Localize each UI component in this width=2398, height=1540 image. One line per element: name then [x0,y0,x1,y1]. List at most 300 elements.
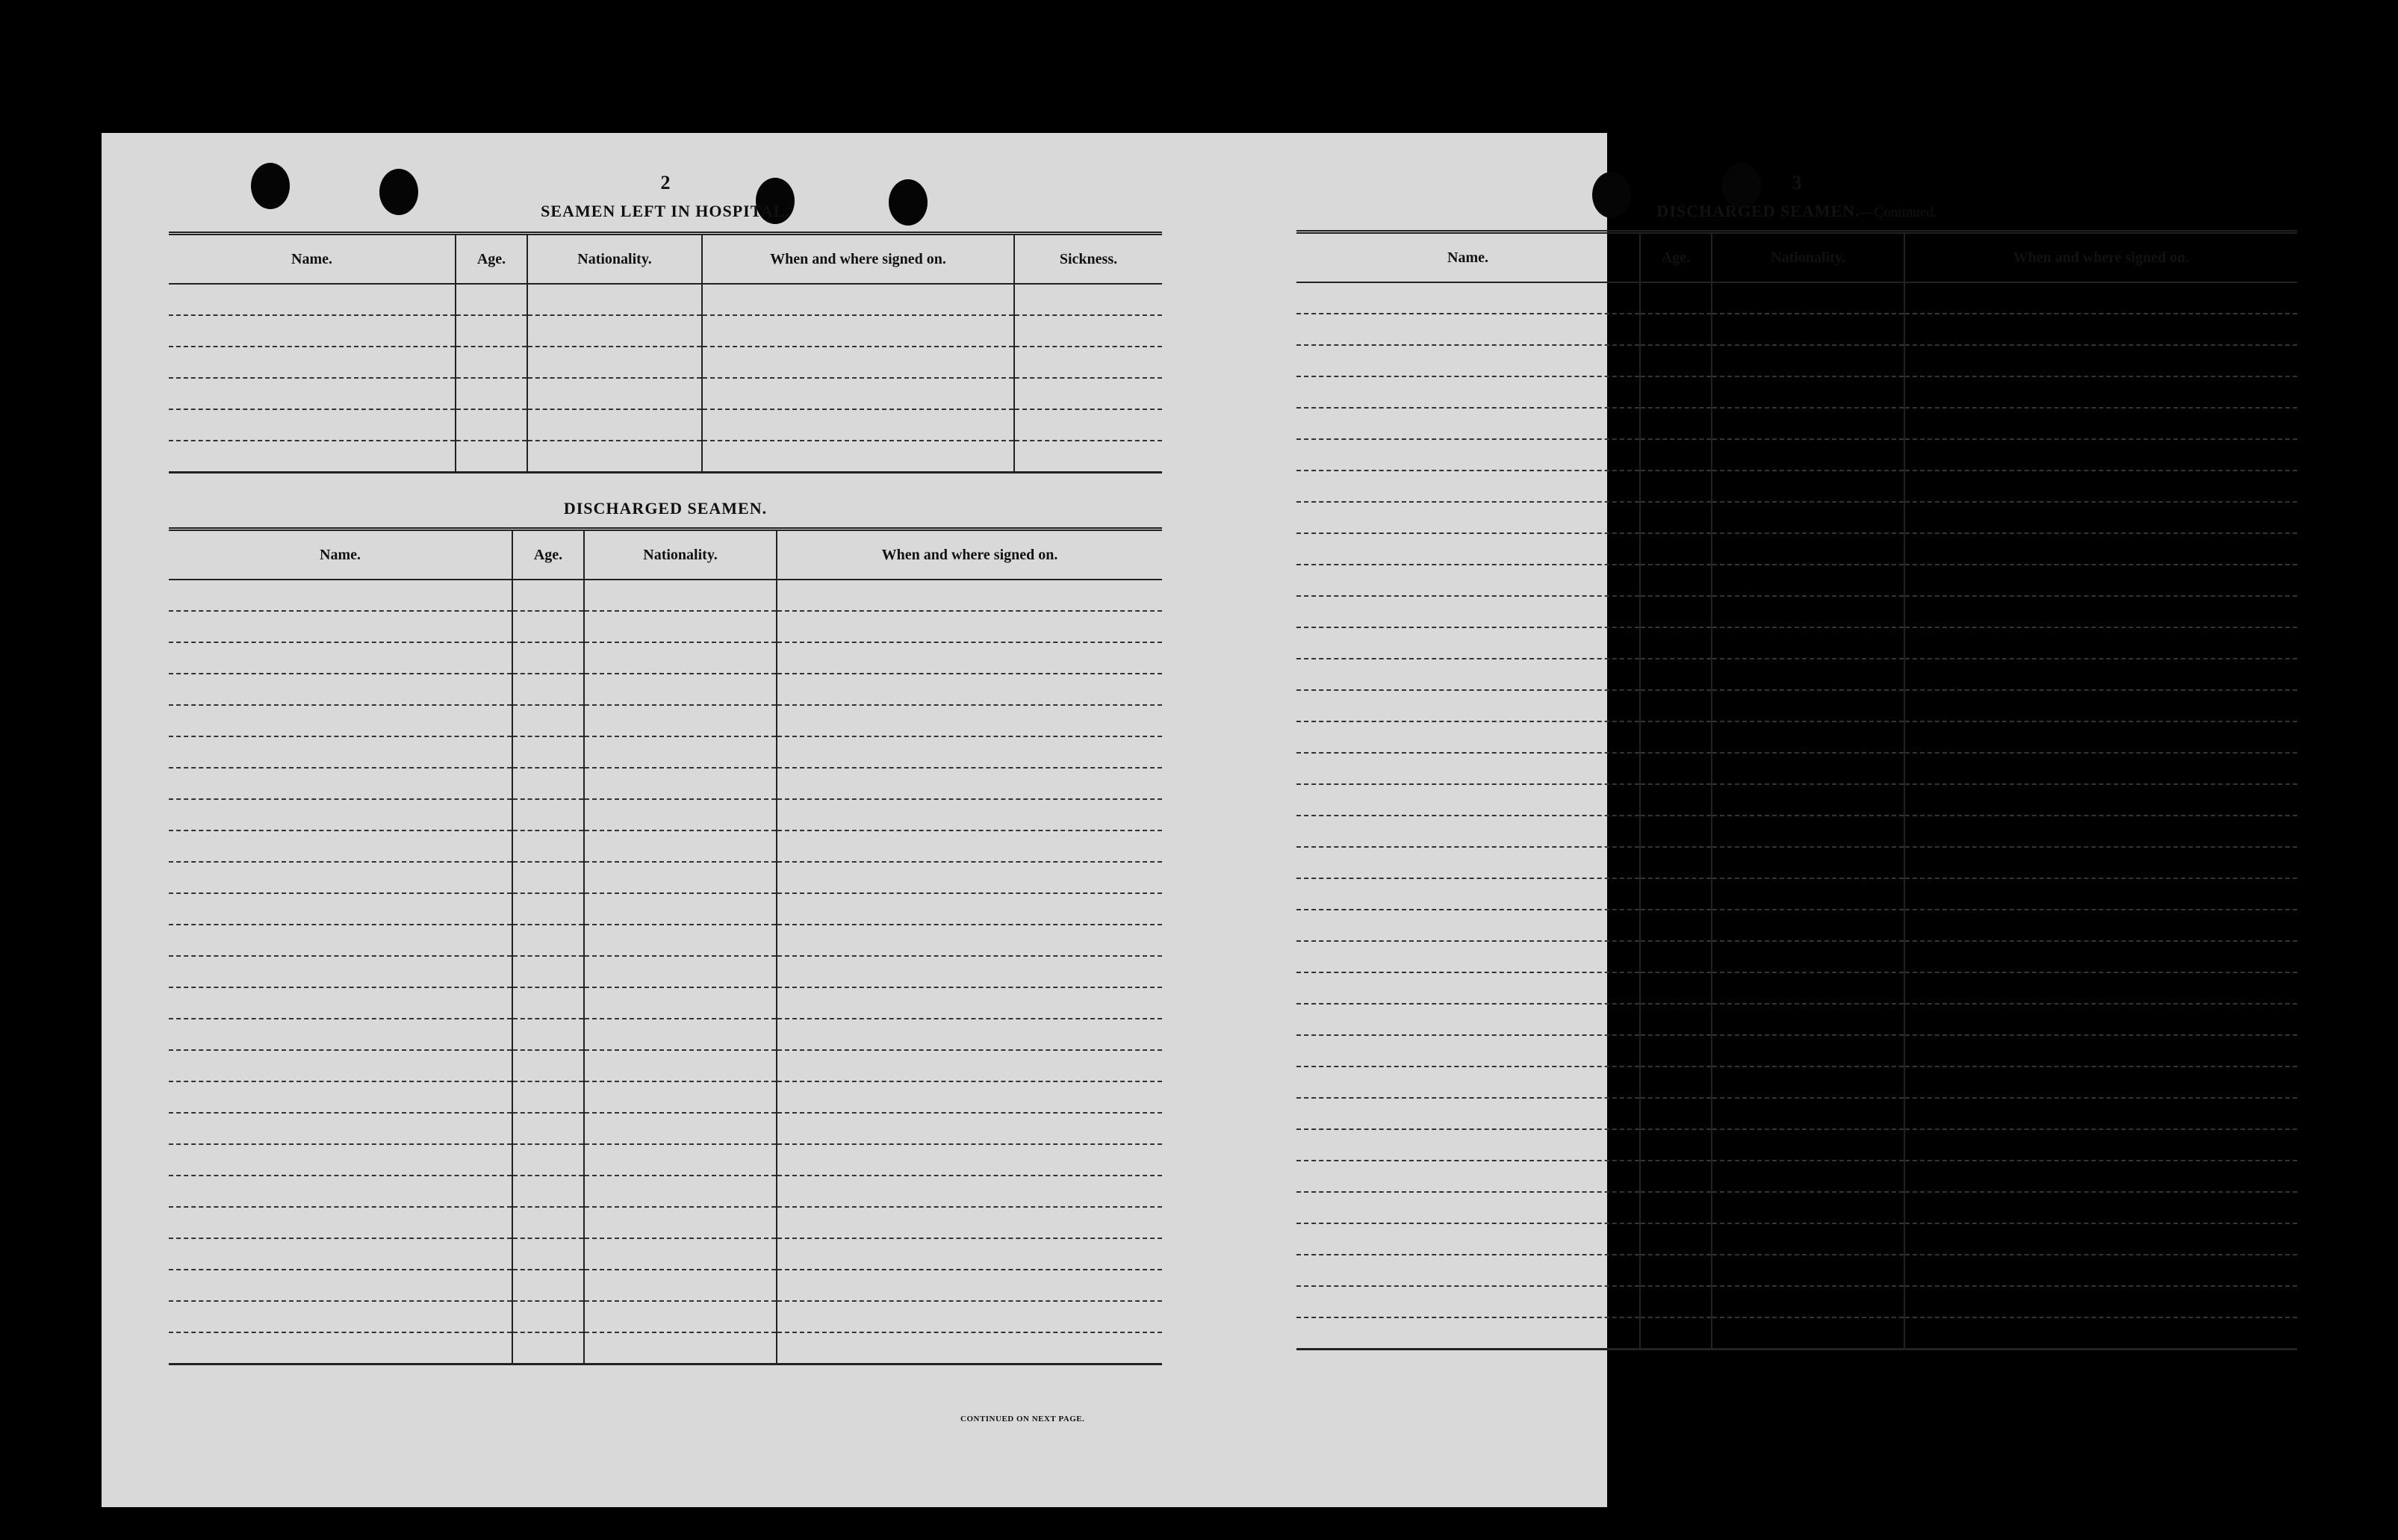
blank-entry-cell[interactable] [777,987,1162,1019]
blank-entry-cell[interactable] [584,674,777,705]
column-header: Name. [169,530,512,580]
blank-entry-cell[interactable] [777,580,1162,611]
blank-entry-cell[interactable] [1904,533,2297,565]
blank-entry-cell[interactable] [1712,721,1904,753]
blank-entry-cell[interactable] [1712,784,1904,816]
blank-entry-cell[interactable] [527,347,702,378]
blank-entry-cell[interactable] [1640,941,1712,972]
blank-entry-cell[interactable] [1296,972,1640,1004]
table-row [169,642,1162,674]
blank-entry-cell[interactable] [456,347,527,378]
table-row [169,1238,1162,1270]
blank-entry-cell[interactable] [1904,1066,2297,1098]
blank-entry-cell[interactable] [1904,1255,2297,1286]
blank-entry-cell[interactable] [512,830,584,862]
blank-entry-cell[interactable] [1640,627,1712,659]
blank-entry-cell[interactable] [1904,1192,2297,1223]
blank-entry-cell[interactable] [1296,1035,1640,1066]
blank-entry-cell[interactable] [702,441,1014,473]
blank-entry-cell[interactable] [1712,1066,1904,1098]
blank-entry-cell[interactable] [512,1332,584,1364]
blank-entry-cell[interactable] [1296,627,1640,659]
blank-entry-cell[interactable] [1296,502,1640,533]
blank-entry-cell[interactable] [1640,1129,1712,1161]
blank-entry-cell[interactable] [169,347,456,378]
blank-entry-cell[interactable] [1640,659,1712,690]
blank-entry-cell[interactable] [584,1144,777,1176]
blank-entry-cell[interactable] [1296,941,1640,972]
blank-entry-cell[interactable] [1640,847,1712,878]
blank-entry-cell[interactable] [1014,378,1162,409]
blank-entry-cell[interactable] [1640,1192,1712,1223]
blank-entry-cell[interactable] [1712,1317,1904,1350]
blank-entry-cell[interactable] [777,1050,1162,1081]
blank-entry-cell[interactable] [1712,972,1904,1004]
blank-entry-cell[interactable] [1640,565,1712,596]
blank-entry-cell[interactable] [1296,439,1640,471]
blank-entry-cell[interactable] [777,830,1162,862]
blank-entry-cell[interactable] [702,315,1014,347]
table-row [169,768,1162,799]
blank-entry-cell[interactable] [777,736,1162,768]
blank-entry-cell[interactable] [169,378,456,409]
blank-entry-cell[interactable] [777,1207,1162,1238]
blank-entry-cell[interactable] [1640,439,1712,471]
blank-entry-cell[interactable] [777,893,1162,925]
blank-entry-cell[interactable] [1640,314,1712,345]
blank-entry-cell[interactable] [1904,659,2297,690]
blank-entry-cell[interactable] [1014,409,1162,441]
blank-entry-cell[interactable] [169,284,456,315]
blank-entry-cell[interactable] [1712,1098,1904,1129]
blank-entry-cell[interactable] [584,1238,777,1270]
blank-entry-cell[interactable] [777,1176,1162,1207]
blank-entry-cell[interactable] [169,1301,512,1332]
blank-entry-cell[interactable] [512,925,584,956]
blank-entry-cell[interactable] [1296,816,1640,847]
table-row [1296,627,2297,659]
blank-entry-cell[interactable] [1640,1223,1712,1255]
blank-entry-cell[interactable] [1904,1098,2297,1129]
blank-entry-cell[interactable] [1296,1129,1640,1161]
blank-entry-cell[interactable] [1640,690,1712,721]
blank-entry-cell[interactable] [584,1050,777,1081]
blank-entry-cell[interactable] [1640,784,1712,816]
blank-entry-cell[interactable] [456,378,527,409]
blank-entry-cell[interactable] [1640,533,1712,565]
blank-entry-cell[interactable] [1296,596,1640,627]
blank-entry-cell[interactable] [1296,1223,1640,1255]
blank-entry-cell[interactable] [584,862,777,893]
blank-entry-cell[interactable] [169,1144,512,1176]
blank-entry-cell[interactable] [512,799,584,830]
blank-entry-cell[interactable] [584,736,777,768]
column-header: Age. [512,530,584,580]
blank-entry-cell[interactable] [169,925,512,956]
blank-entry-cell[interactable] [512,1270,584,1301]
blank-entry-cell[interactable] [169,1113,512,1144]
blank-entry-cell[interactable] [169,611,512,642]
blank-entry-cell[interactable] [1640,910,1712,941]
table-row [169,956,1162,987]
table-row [169,705,1162,736]
blank-entry-cell[interactable] [1904,972,2297,1004]
blank-entry-cell[interactable] [512,987,584,1019]
blank-entry-cell[interactable] [1640,1255,1712,1286]
table-row [1296,1161,2297,1192]
blank-entry-cell[interactable] [169,1081,512,1113]
blank-entry-cell[interactable] [1296,1192,1640,1223]
blank-entry-cell[interactable] [169,830,512,862]
blank-entry-cell[interactable] [1296,1317,1640,1350]
blank-entry-cell[interactable] [512,1113,584,1144]
blank-entry-cell[interactable] [512,1176,584,1207]
blank-entry-cell[interactable] [1712,408,1904,439]
blank-entry-cell[interactable] [169,315,456,347]
blank-entry-cell[interactable] [777,925,1162,956]
table-row [169,1019,1162,1050]
blank-entry-cell[interactable] [1904,847,2297,878]
blank-entry-cell[interactable] [584,1301,777,1332]
blank-entry-cell[interactable] [1904,784,2297,816]
blank-entry-cell[interactable] [1904,345,2297,376]
blank-entry-cell[interactable] [169,893,512,925]
blank-entry-cell[interactable] [777,674,1162,705]
blank-entry-cell[interactable] [456,315,527,347]
blank-entry-cell[interactable] [1904,565,2297,596]
blank-entry-cell[interactable] [1296,1066,1640,1098]
table-row [169,611,1162,642]
blank-entry-cell[interactable] [777,1270,1162,1301]
table-row [1296,314,2297,345]
blank-entry-cell[interactable] [169,580,512,611]
blank-entry-cell[interactable] [777,1301,1162,1332]
blank-entry-cell[interactable] [1296,345,1640,376]
blank-entry-cell[interactable] [1640,1066,1712,1098]
blank-entry-cell[interactable] [527,441,702,473]
blank-entry-cell[interactable] [777,1144,1162,1176]
table-row [169,799,1162,830]
blank-entry-cell[interactable] [1640,471,1712,502]
blank-entry-cell[interactable] [1712,502,1904,533]
blank-entry-cell[interactable] [1014,347,1162,378]
blank-entry-cell[interactable] [1712,471,1904,502]
column-header: Nationality. [527,234,702,285]
blank-entry-cell[interactable] [1712,345,1904,376]
blank-entry-cell[interactable] [1296,659,1640,690]
blank-entry-cell[interactable] [1712,1161,1904,1192]
blank-entry-cell[interactable] [1640,972,1712,1004]
blank-entry-cell[interactable] [1712,1286,1904,1317]
blank-entry-cell[interactable] [1712,941,1904,972]
right-page [1296,133,2297,1507]
blank-entry-cell[interactable] [1904,816,2297,847]
blank-entry-cell[interactable] [584,611,777,642]
blank-entry-cell[interactable] [169,1238,512,1270]
blank-entry-cell[interactable] [169,674,512,705]
blank-entry-cell[interactable] [1640,345,1712,376]
table-row [169,987,1162,1019]
discharged-table [169,527,1162,1365]
blank-entry-cell[interactable] [584,705,777,736]
blank-entry-cell[interactable] [1904,471,2297,502]
blank-entry-cell[interactable] [702,378,1014,409]
blank-entry-cell[interactable] [1712,910,1904,941]
blank-entry-cell[interactable] [1640,1004,1712,1035]
blank-entry-cell[interactable] [584,893,777,925]
blank-entry-cell[interactable] [584,830,777,862]
blank-entry-cell[interactable] [1640,596,1712,627]
blank-entry-cell[interactable] [512,736,584,768]
blank-entry-cell[interactable] [512,956,584,987]
blank-entry-cell[interactable] [1904,282,2297,314]
blank-entry-cell[interactable] [584,956,777,987]
blank-entry-cell[interactable] [169,409,456,441]
blank-entry-cell[interactable] [169,1050,512,1081]
blank-entry-cell[interactable] [584,580,777,611]
blank-entry-cell[interactable] [1712,376,1904,408]
blank-entry-cell[interactable] [512,1144,584,1176]
blank-entry-cell[interactable] [1296,1098,1640,1129]
blank-entry-cell[interactable] [169,768,512,799]
blank-entry-cell[interactable] [169,987,512,1019]
table-row [169,1081,1162,1113]
blank-entry-cell[interactable] [1640,753,1712,784]
blank-entry-cell[interactable] [1712,1223,1904,1255]
blank-entry-cell[interactable] [1904,1286,2297,1317]
blank-entry-cell[interactable] [169,642,512,674]
blank-entry-cell[interactable] [512,1301,584,1332]
blank-entry-cell[interactable] [456,409,527,441]
blank-entry-cell[interactable] [1296,690,1640,721]
blank-entry-cell[interactable] [1712,1004,1904,1035]
blank-entry-cell[interactable] [777,956,1162,987]
blank-entry-cell[interactable] [1296,533,1640,565]
blank-entry-cell[interactable] [512,1238,584,1270]
blank-entry-cell[interactable] [169,1019,512,1050]
blank-entry-cell[interactable] [777,862,1162,893]
blank-entry-cell[interactable] [1712,627,1904,659]
blank-entry-cell[interactable] [527,378,702,409]
blank-entry-cell[interactable] [527,409,702,441]
blank-entry-cell[interactable] [1904,1004,2297,1035]
blank-entry-cell[interactable] [777,611,1162,642]
blank-entry-cell[interactable] [1640,1286,1712,1317]
table-row [169,893,1162,925]
blank-entry-cell[interactable] [1296,408,1640,439]
blank-entry-cell[interactable] [1712,314,1904,345]
blank-entry-cell[interactable] [1904,376,2297,408]
blank-entry-cell[interactable] [512,1050,584,1081]
blank-entry-cell[interactable] [1640,1161,1712,1192]
blank-entry-cell[interactable] [1296,1255,1640,1286]
blank-entry-cell[interactable] [527,284,702,315]
blank-entry-cell[interactable] [1904,1223,2297,1255]
blank-entry-cell[interactable] [1296,376,1640,408]
blank-entry-cell[interactable] [1640,1317,1712,1350]
blank-entry-cell[interactable] [1712,1255,1904,1286]
blank-entry-cell[interactable] [1296,1004,1640,1035]
blank-entry-cell[interactable] [584,1019,777,1050]
blank-entry-cell[interactable] [1712,847,1904,878]
blank-entry-cell[interactable] [1904,502,2297,533]
blank-entry-cell[interactable] [1904,627,2297,659]
blank-entry-cell[interactable] [169,1207,512,1238]
blank-entry-cell[interactable] [584,1270,777,1301]
blank-entry-cell[interactable] [1296,784,1640,816]
column-header: Age. [1640,232,1712,283]
blank-entry-cell[interactable] [512,642,584,674]
blank-entry-cell[interactable] [702,284,1014,315]
blank-entry-cell[interactable] [1904,408,2297,439]
blank-entry-cell[interactable] [169,1176,512,1207]
blank-entry-cell[interactable] [169,736,512,768]
blank-entry-cell[interactable] [702,347,1014,378]
blank-entry-cell[interactable] [1296,282,1640,314]
blank-entry-cell[interactable] [1712,282,1904,314]
blank-entry-cell[interactable] [456,441,527,473]
table-row [1296,1317,2297,1350]
blank-entry-cell[interactable] [1904,753,2297,784]
blank-entry-cell[interactable] [777,1019,1162,1050]
blank-entry-cell[interactable] [1712,565,1904,596]
blank-entry-cell[interactable] [1296,847,1640,878]
blank-entry-cell[interactable] [1904,941,2297,972]
table-row [1296,533,2297,565]
blank-entry-cell[interactable] [1640,502,1712,533]
blank-entry-cell[interactable] [1904,1129,2297,1161]
blank-entry-cell[interactable] [1014,284,1162,315]
blank-entry-cell[interactable] [584,1081,777,1113]
blank-entry-cell[interactable] [1014,441,1162,473]
blank-entry-cell[interactable] [1712,659,1904,690]
blank-entry-cell[interactable] [584,1207,777,1238]
blank-entry-cell[interactable] [1904,314,2297,345]
blank-entry-cell[interactable] [1904,690,2297,721]
blank-entry-cell[interactable] [777,1332,1162,1364]
blank-entry-cell[interactable] [1640,376,1712,408]
blank-entry-cell[interactable] [584,1176,777,1207]
blank-entry-cell[interactable] [1296,471,1640,502]
table-row [169,1176,1162,1207]
blank-entry-cell[interactable] [1904,910,2297,941]
blank-entry-cell[interactable] [584,1113,777,1144]
blank-entry-cell[interactable] [1296,314,1640,345]
blank-entry-cell[interactable] [1712,1129,1904,1161]
blank-entry-cell[interactable] [584,1332,777,1364]
blank-entry-cell[interactable] [512,768,584,799]
blank-entry-cell[interactable] [512,1019,584,1050]
blank-entry-cell[interactable] [512,611,584,642]
blank-entry-cell[interactable] [169,1332,512,1364]
blank-entry-cell[interactable] [1296,910,1640,941]
blank-entry-cell[interactable] [512,674,584,705]
blank-entry-cell[interactable] [1296,565,1640,596]
blank-entry-cell[interactable] [1640,408,1712,439]
blank-entry-cell[interactable] [1904,1035,2297,1066]
blank-entry-cell[interactable] [777,799,1162,830]
blank-entry-cell[interactable] [1904,1161,2297,1192]
column-header: When and where signed on. [702,234,1014,285]
blank-entry-cell[interactable] [1712,1192,1904,1223]
blank-entry-cell[interactable] [169,862,512,893]
blank-entry-cell[interactable] [1904,596,2297,627]
blank-entry-cell[interactable] [169,799,512,830]
blank-entry-cell[interactable] [456,284,527,315]
blank-entry-cell[interactable] [1712,439,1904,471]
blank-entry-cell[interactable] [1904,721,2297,753]
table-row [1296,471,2297,502]
blank-entry-cell[interactable] [1640,878,1712,910]
blank-entry-cell[interactable] [1904,1317,2297,1350]
blank-entry-cell[interactable] [1640,1035,1712,1066]
blank-entry-cell[interactable] [1640,721,1712,753]
blank-entry-cell[interactable] [1712,596,1904,627]
blank-entry-cell[interactable] [512,580,584,611]
blank-entry-cell[interactable] [512,705,584,736]
blank-entry-cell[interactable] [1904,439,2297,471]
blank-entry-cell[interactable] [1296,753,1640,784]
table-row [169,925,1162,956]
blank-entry-cell[interactable] [1712,690,1904,721]
blank-entry-cell[interactable] [584,642,777,674]
blank-entry-cell[interactable] [1640,282,1712,314]
blank-entry-cell[interactable] [777,1113,1162,1144]
blank-entry-cell[interactable] [1640,816,1712,847]
table-row [169,1270,1162,1301]
blank-entry-cell[interactable] [512,1207,584,1238]
blank-entry-cell[interactable] [1296,878,1640,910]
blank-entry-cell[interactable] [512,1081,584,1113]
blank-entry-cell[interactable] [1296,1286,1640,1317]
blank-entry-cell[interactable] [1296,721,1640,753]
blank-entry-cell[interactable] [169,956,512,987]
blank-entry-cell[interactable] [777,642,1162,674]
blank-entry-cell[interactable] [169,1270,512,1301]
blank-entry-cell[interactable] [584,768,777,799]
blank-entry-cell[interactable] [584,987,777,1019]
column-header: Name. [1296,232,1640,283]
blank-entry-cell[interactable] [777,1081,1162,1113]
table-row [1296,878,2297,910]
blank-entry-cell[interactable] [1296,1161,1640,1192]
blank-entry-cell[interactable] [1712,816,1904,847]
blank-entry-cell[interactable] [777,768,1162,799]
blank-entry-cell[interactable] [169,705,512,736]
table-row [1296,565,2297,596]
blank-entry-cell[interactable] [169,441,456,473]
blank-entry-cell[interactable] [584,799,777,830]
table-row [169,315,1162,347]
blank-entry-cell[interactable] [584,925,777,956]
blank-entry-cell[interactable] [527,315,702,347]
blank-entry-cell[interactable] [1640,1098,1712,1129]
blank-entry-cell[interactable] [512,862,584,893]
blank-entry-cell[interactable] [1014,315,1162,347]
blank-entry-cell[interactable] [1712,753,1904,784]
blank-entry-cell[interactable] [1904,878,2297,910]
blank-entry-cell[interactable] [512,893,584,925]
blank-entry-cell[interactable] [1712,1035,1904,1066]
blank-entry-cell[interactable] [777,705,1162,736]
table-row [169,1050,1162,1081]
table-row [1296,1255,2297,1286]
table-row [1296,910,2297,941]
blank-entry-cell[interactable] [777,1238,1162,1270]
blank-entry-cell[interactable] [702,409,1014,441]
blank-entry-cell[interactable] [1712,533,1904,565]
blank-entry-cell[interactable] [1712,878,1904,910]
